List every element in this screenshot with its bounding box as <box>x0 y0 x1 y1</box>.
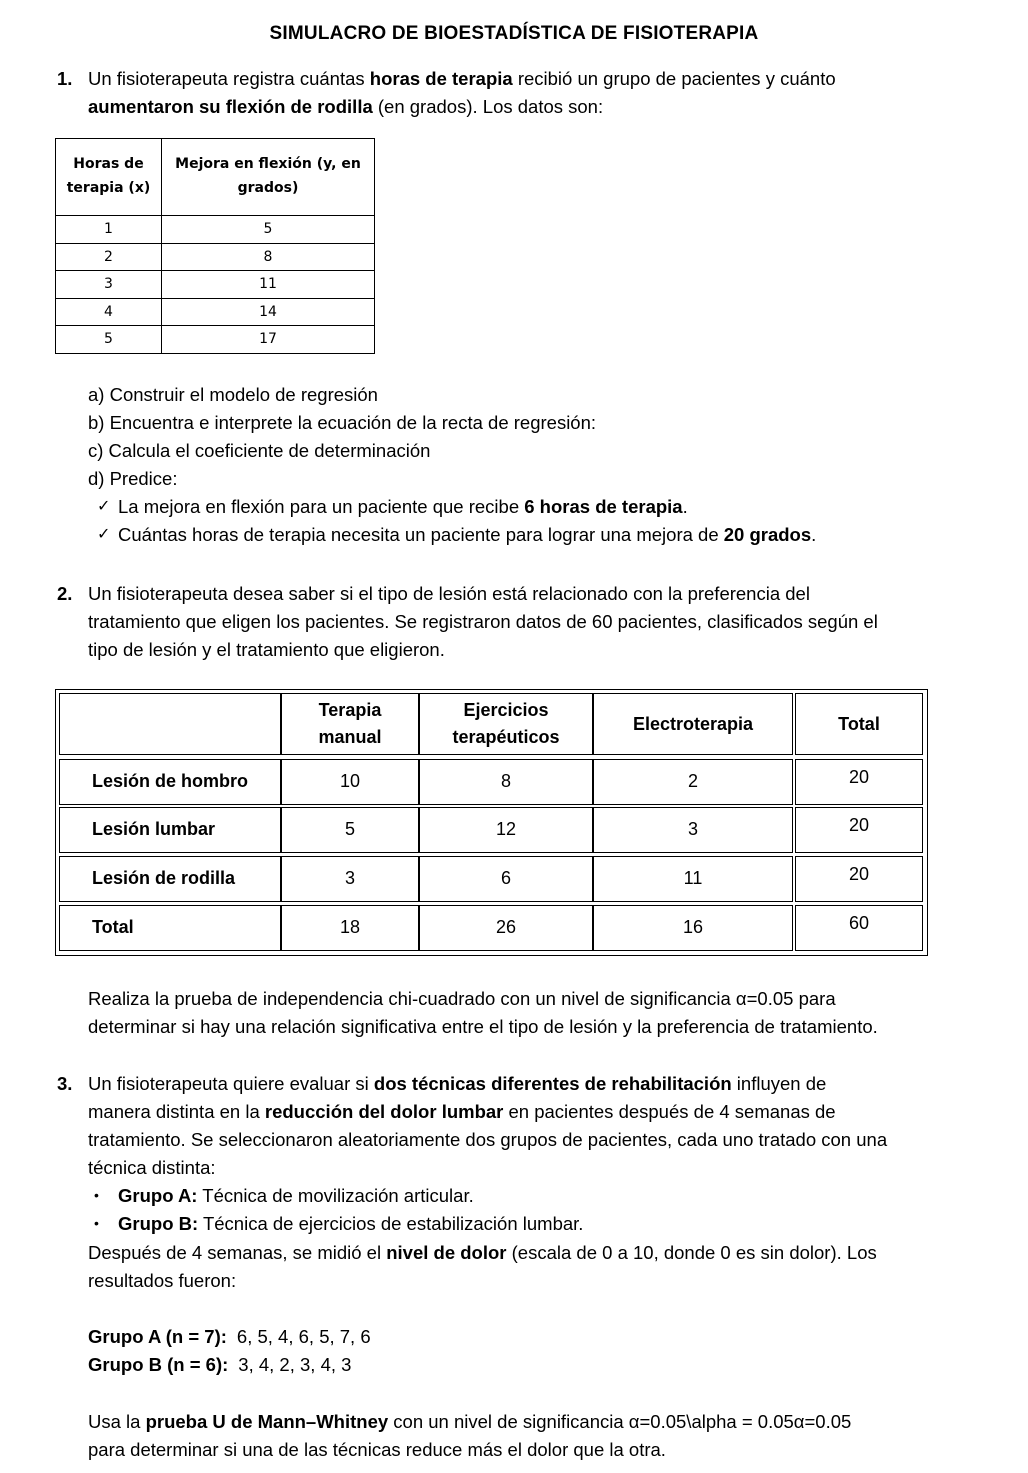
table-row: 5 17 <box>56 326 375 354</box>
question-3-line-5: Después de 4 semanas, se midió el nivel de dolor (escala de 0 a 10, donde 0 es sin dolor). Los <box>88 1242 877 1263</box>
question-2-line-3: tipo de lesión y el tratamiento que eligieron. <box>88 639 445 660</box>
header-manual-therapy: Terapia manual <box>281 693 419 755</box>
table-header-row <box>56 139 375 216</box>
bullet-icon: • <box>94 1215 99 1231</box>
question-2-instruction-2: determinar si hay una relación significativa entre el tipo de lesión y la preferencia de tratamiento. <box>88 1016 878 1037</box>
q1-bold-text: horas de terapia <box>369 68 513 89</box>
question-1-number: 1. <box>57 68 73 89</box>
group-a-description: Grupo A: Técnica de movilización articular. <box>118 1185 474 1206</box>
table-cell: 16 <box>593 905 793 951</box>
q1-text: (en grados). Los datos son: <box>372 96 604 117</box>
q1-bold-text: aumentaron su flexión de rodilla <box>88 96 373 117</box>
question-3-line-1: Un fisioterapeuta quiere evaluar si dos técnicas diferentes de rehabilitación influyen de <box>88 1073 827 1094</box>
question-2-line-2: tratamiento que eligen los pacientes. Se registraron datos de 60 pacientes, clasificados según el <box>88 611 878 632</box>
table-cell: 2 <box>593 759 793 805</box>
table-cell: 3 <box>593 807 793 853</box>
header-improvement: Mejora en flexión (y, en grados) <box>162 139 375 216</box>
checkmark-icon: ✓ <box>97 498 111 515</box>
table-cell: 18 <box>281 905 419 951</box>
question-3-number: 3. <box>57 1073 73 1094</box>
item-d: d) Predice: <box>88 468 178 489</box>
contingency-table <box>55 689 928 956</box>
question-3-line-3: tratamiento. Se seleccionaron aleatoriamente dos grupos de pacientes, cada uno tratado con una <box>88 1129 888 1150</box>
question-1-line-2 <box>88 93 603 121</box>
table-cell: 10 <box>281 759 419 805</box>
table-row: 1 5 <box>56 216 375 244</box>
table-cell: 11 <box>593 856 793 902</box>
check-item-2: Cuántas horas de terapia necesita un paciente para lograr una mejora de 20 grados. <box>118 524 817 545</box>
table-cell: 20 <box>795 856 923 902</box>
question-3-instruction-2: para determinar si una de las técnicas reduce más el dolor que la otra. <box>88 1439 666 1460</box>
question-2-instruction-1: Realiza la prueba de independencia chi-cuadrado con un nivel de significancia α=0.05 para <box>88 988 836 1009</box>
group-b-values: Grupo B (n = 6): 3, 4, 2, 3, 4, 3 <box>88 1354 352 1375</box>
header-electrotherapy: Electroterapia <box>593 693 793 755</box>
row-label-knee: Lesión de rodilla <box>59 856 281 902</box>
item-a: a) Construir el modelo de regresión <box>88 384 378 405</box>
header-hours: Horas de terapia (x) <box>56 139 162 216</box>
bullet-icon: • <box>94 1187 99 1203</box>
table-cell: 5 <box>281 807 419 853</box>
regression-data-table <box>55 138 375 354</box>
check-item-1: La mejora en flexión para un paciente que recibe 6 horas de terapia. <box>118 496 688 517</box>
checkmark-icon: ✓ <box>97 526 111 543</box>
item-b: b) Encuentra e interprete la ecuación de la recta de regresión: <box>88 412 597 433</box>
table-cell: 60 <box>795 905 923 951</box>
q1-text: Un fisioterapeuta registra cuántas <box>88 68 370 89</box>
table-row: 3 11 <box>56 271 375 299</box>
question-3-instruction-1: Usa la prueba U de Mann–Whitney con un nivel de significancia α=0.05\alpha = 0.05α=0.05 <box>88 1411 852 1432</box>
table-cell: 6 <box>419 856 593 902</box>
question-3-line-4: técnica distinta: <box>88 1157 216 1178</box>
header-empty <box>59 693 281 755</box>
table-cell: 20 <box>795 807 923 853</box>
group-a-values: Grupo A (n = 7): 6, 5, 4, 6, 5, 7, 6 <box>88 1326 371 1347</box>
table-row: 4 14 <box>56 298 375 326</box>
table-row: 2 8 <box>56 243 375 271</box>
table-cell: 20 <box>795 759 923 805</box>
group-b-description: Grupo B: Técnica de ejercicios de estabilización lumbar. <box>118 1213 584 1234</box>
header-total: Total <box>795 693 923 755</box>
table-cell: 12 <box>419 807 593 853</box>
row-label-shoulder: Lesión de hombro <box>59 759 281 805</box>
row-label-lumbar: Lesión lumbar <box>59 807 281 853</box>
table-cell: 26 <box>419 905 593 951</box>
table-cell: 8 <box>419 759 593 805</box>
question-3-line-2: manera distinta en la reducción del dolor lumbar en pacientes después de 4 semanas de <box>88 1101 836 1122</box>
table-cell: 3 <box>281 856 419 902</box>
item-c: c) Calcula el coeficiente de determinación <box>88 440 431 461</box>
q1-text: recibió un grupo de pacientes y cuánto <box>512 68 836 89</box>
header-exercises: Ejercicios terapéuticos <box>419 693 593 755</box>
question-1-line-1 <box>88 65 836 93</box>
question-3-line-6: resultados fueron: <box>88 1270 237 1291</box>
question-2-line-1: Un fisioterapeuta desea saber si el tipo de lesión está relacionado con la preferencia del <box>88 583 810 604</box>
question-2-number: 2. <box>57 583 73 604</box>
row-label-total: Total <box>59 905 281 951</box>
page-title: SIMULACRO DE BIOESTADÍSTICA DE FISIOTERAPIA <box>269 23 759 44</box>
